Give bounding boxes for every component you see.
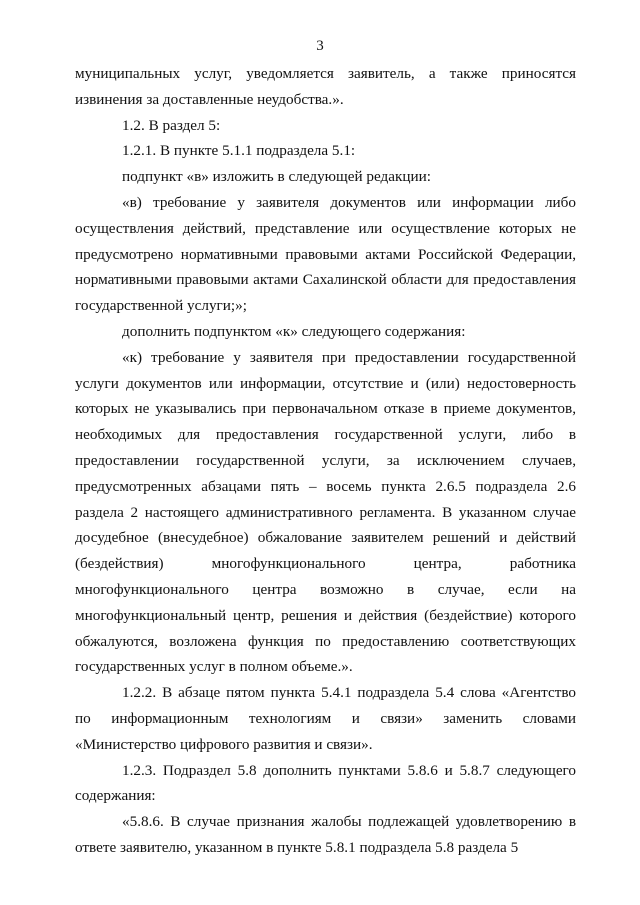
paragraph-1: муниципальных услуг, уведомляется заявитель, а также приносятся извинения за доставленные неудобства.». xyxy=(75,65,576,108)
paragraph-7: «к) требование у заявителя при предоставлении государственной услуги документов или информации, отсутствие и (или) недостоверность которых не указывались при первоначальном отказе в приеме документов, необходимых для предоставления государственной услуги, либо в предоставлении государственной услуги, за исключением случаев, предусмотренных абзацами пять – восемь пункта 2.6.5 подраздела 2.6 раздела 2 настоящего административного регламента. В указанном случае досудебное (внесудебное) обжалование заявителем решений и действий (бездействия) многофункционального центра, работника многофункционального центра возможно в случае, если на многофункциональный центр, решения и действия (бездействие) которого обжалуются, возложена функция по предоставлению соответствующих государственных услуг в полном объеме.». xyxy=(75,348,576,676)
paragraph-6: дополнить подпунктом «к» следующего содержания: xyxy=(122,322,466,340)
paragraph-5: «в) требование у заявителя документов или информации либо осуществления действий, представление или осуществление которых не предусмотрено нормативными правовыми актами Российской Федерации, нормативными правовыми актами Сахалинской области для предоставления государственной услуги;»; xyxy=(75,193,576,315)
page-number: 3 xyxy=(316,38,324,54)
paragraph-4: подпункт «в» изложить в следующей редакции: xyxy=(122,168,431,186)
paragraph-2: 1.2. В раздел 5: xyxy=(122,116,221,134)
paragraph-10: «5.8.6. В случае признания жалобы подлежащей удовлетворению в ответе заявителю, указанном в пункте 5.8.1 подраздела 5.8 раздела 5 xyxy=(75,813,576,856)
paragraph-8: 1.2.2. В абзаце пятом пункта 5.4.1 подраздела 5.4 слова «Агентство по информационным технологиям и связи» заменить словами «Министерство цифрового развития и связи». xyxy=(75,684,576,753)
paragraph-9: 1.2.3. Подраздел 5.8 дополнить пунктами 5.8.6 и 5.8.7 следующего содержания: xyxy=(75,761,576,805)
paragraph-3: 1.2.1. В пункте 5.1.1 подраздела 5.1: xyxy=(122,142,356,160)
document-body xyxy=(75,61,576,861)
